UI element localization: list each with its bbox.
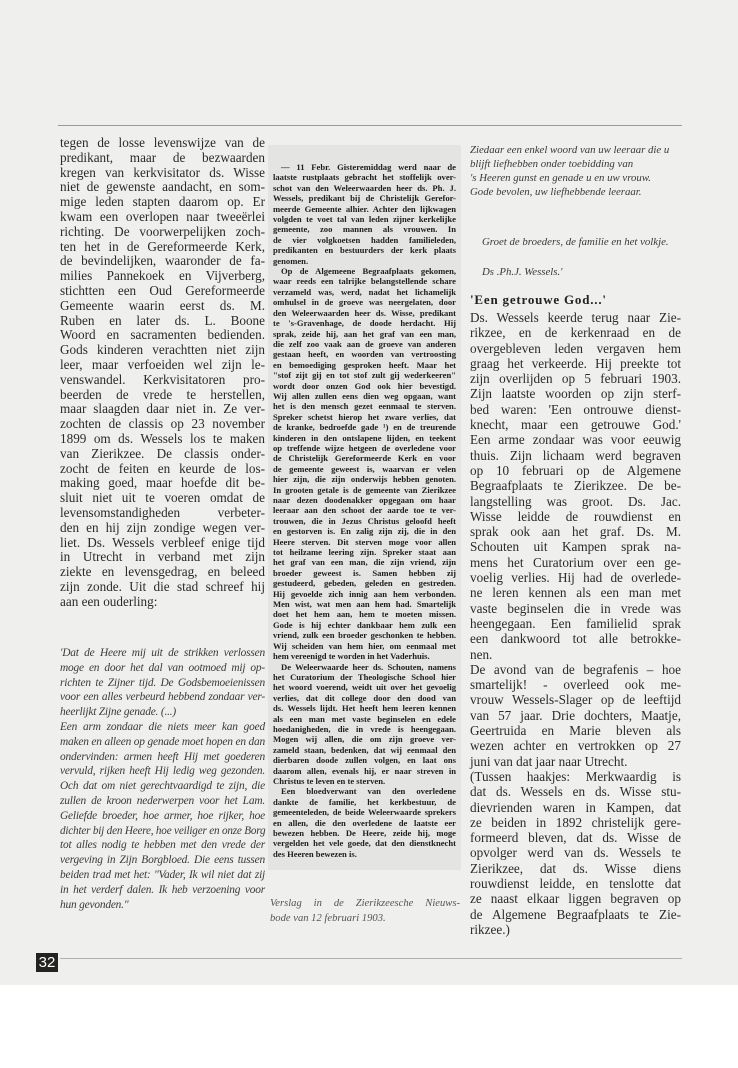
text-line: in het verderf dalen. Ik heb verzoening voor — [60, 883, 265, 896]
text-line: formeerd bleven, dat ds. Wisse de — [470, 830, 681, 846]
text-line: langstelling was groot. Ds. Jac. — [470, 493, 681, 509]
text-line: liet. Ds. Wessels verbleef enige tijd — [60, 534, 265, 550]
text-line: Wij allen zullen eens dien weg opgaan, want — [273, 390, 456, 401]
text-line: dat ds. Wessels en ds. Wisse stu- — [470, 784, 681, 800]
text-line: nen. — [470, 646, 493, 662]
letter-closing — [470, 143, 682, 199]
text-line: de gemeente geweest is, waarvan er velen — [273, 463, 456, 474]
text-line: hoedanigheden, die in vrede is heengegaan. — [273, 723, 456, 734]
text-line: predikanten en bestuurders der kerk plaats — [273, 245, 456, 256]
text-line: moge en door het dal van ootmoed mij op- — [60, 661, 265, 674]
newspaper-clipping — [268, 145, 461, 870]
text-line: heengegaan. Een familielid sprak — [470, 615, 681, 631]
text-line: Geliefde broeder, hoe armer, hoe rijker, hoe — [60, 809, 265, 822]
text-line: mens het Curatorium over een ge- — [470, 554, 681, 570]
text-line: gemeenteleden, de beide Weleerwaarde sprekers — [273, 807, 456, 818]
text-line: ds. Wessels lijdt. Het heeft hem leeren kennen — [273, 703, 456, 714]
text-line: Spreker schetst hierop het zware verlies, dat — [273, 411, 456, 422]
text-line: zullen de kroon nederwerpen voor het Lam. — [60, 794, 265, 807]
text-line: ne leren kennen als een man met — [470, 585, 681, 601]
text-line: rikzee.) — [470, 921, 510, 937]
text-line: gestudeerd, gebeden, geleden en gestreden. — [273, 578, 456, 589]
text-line: de bevindelijken, waaronder de fa- — [60, 253, 265, 269]
column-1-body-text — [60, 136, 265, 610]
text-line: verzameld was, werd, nadat het lichamelijk — [273, 286, 456, 297]
text-line: doet het hem aan, hem te moeten missen. — [273, 609, 456, 620]
text-line: hem vereenigd te worden in het Vaderhuis. — [273, 651, 430, 662]
text-line: hun gevonden." — [60, 898, 129, 911]
text-line: juni van dat jaar naar Utrecht. — [470, 753, 628, 769]
text-line: Gods kinderen verachtten niet zijn — [60, 342, 265, 358]
text-line: Een arm zondaar die niets meer kan goed — [60, 720, 265, 733]
paragraph — [273, 786, 456, 859]
text-line: hier zijn, die zijn onderwijs hebben genoten. — [273, 474, 456, 485]
text-line: trouwen, die in Jezus Christus geloofd heeft — [273, 515, 456, 526]
text-line: thuis. Zijn lichaam werd begraven — [470, 447, 681, 463]
text-line: een dankwoord tot alle betrokke- — [470, 631, 681, 647]
text-line: sprak ook aan het graf. Ds. M. — [470, 524, 681, 540]
text-line: gestaan heeft, en woorden van vertroosting — [273, 349, 456, 360]
text-line: ze beiden in 1892 christelijk gere- — [470, 814, 681, 830]
column-3-body-text — [470, 310, 681, 937]
text-line: Christus te leven en te sterven. — [273, 775, 386, 786]
text-line: Woord en sacramenten bedienden. — [60, 327, 265, 343]
text-line: maken en alleen op genade moet hopen en dan — [60, 735, 265, 748]
caption-line: Verslag in de Zierikzeesche Nieuws- — [270, 898, 460, 909]
text-line: omhulsel in de groeve was neergelaten, door — [273, 297, 456, 308]
text-line: Gemeente waarin eerst ds. M. — [60, 297, 265, 313]
paragraph — [273, 662, 456, 787]
text-line: smartelijk! - overleed ook me- — [470, 677, 681, 693]
paragraph — [60, 720, 265, 912]
text-line: Op de Algemeene Begraafplaats gekomen, — [281, 266, 456, 277]
text-line: voelig verlies. Hij had de overlede- — [470, 570, 681, 586]
text-line: het is den mensch gezet eenmaal te sterven. — [273, 401, 456, 412]
text-line: gemeente, zoo mannen als vrouwen. In — [273, 224, 456, 235]
text-line: Zijn laatste woorden op zijn sterf- — [470, 386, 681, 402]
text-line: dankte de familie, het kerkbestuur, de — [273, 796, 456, 807]
letter-quote — [60, 646, 265, 912]
text-line: Een bloedverwant van den overledene — [281, 786, 456, 797]
text-line: broeder geweest is. Samen hebben zij — [273, 567, 456, 578]
footer-rule-divider — [60, 958, 682, 959]
text-line: Zierikzee, dat ds. Wisse diens — [470, 860, 681, 876]
text-line: opvolger werd van ds. Wessels te — [470, 845, 681, 861]
text-line: schot van den Weleerwaarden heer ds. Ph. J. — [273, 182, 456, 193]
text-line: kinderen in den ontslapene lijden, en teekent — [273, 432, 456, 443]
text-line: predikant, maar de bezwaarden — [60, 149, 265, 165]
text-line: Men wist, wat men aan hem had. Smartelijk — [273, 599, 456, 610]
text-line: rouwdienst leidde, en tenslotte dat — [470, 875, 681, 891]
paragraph — [470, 662, 681, 769]
paragraph — [60, 136, 265, 610]
text-line: den en hij zijn zondige wegen ver- — [60, 519, 265, 535]
text-line: ze naast elkaar liggen begraven op — [470, 891, 681, 907]
text-line: zameld staan, bedenken, dat wij eenmaal den — [273, 744, 456, 755]
page-number: 32 — [36, 953, 58, 972]
text-line: (Tussen haakjes: Merkwaardig is — [470, 768, 681, 784]
text-line: vaste beginselen die in vrede was — [470, 600, 681, 616]
paragraph — [273, 162, 456, 266]
text-line: Gode is hij echter dankbaar hem zulk een — [273, 619, 456, 630]
text-line: De Weleerwaarde heer ds. Schouten, namens — [281, 661, 456, 672]
text-line: ziekte en levensgedrag, en beleed — [60, 564, 265, 580]
text-line: aan een ouderling: — [60, 593, 158, 609]
text-line: Een arme zondaar was voor eeuwig — [470, 432, 681, 448]
text-line: wezen achter en vertrokken op 27 — [470, 738, 681, 754]
text-line: Wij scheiden van hem hier, om eenmaal met — [273, 640, 456, 651]
text-line: 'Dat de Heere mij uit de strikken verlossen — [60, 647, 265, 659]
text-line: dievrienden waren in Kampen, dat — [470, 799, 681, 815]
text-line: Hij gevoelde zich innig aan hem verbonden. — [273, 588, 456, 599]
text-line: van 57 jaar. Drie dochters, Maatje, — [470, 707, 681, 723]
text-line: Wisse leidde de rouwdienst en — [470, 508, 681, 524]
text-line: naar dezen doodenakker opgegaan om haar — [273, 495, 456, 505]
paragraph — [470, 310, 681, 662]
text-line: stichtten een Oud Gereformeerde — [60, 282, 265, 298]
text-line: het woord voerend, weidt uit over het gevoelig — [273, 682, 456, 693]
text-line: De avond van de begrafenis – hoe — [470, 661, 681, 677]
letter-signature: Ds .Ph.J. Wessels.' — [482, 266, 563, 278]
text-line: die zelf zoo vaak aan de groeve van anderen — [273, 338, 456, 349]
text-line: zochten de classis op 23 november — [60, 416, 265, 432]
text-line: vervuld, rijken heeft Hij ledig weg gezonden. — [60, 765, 265, 778]
text-line: mige leden stapten daarom op. Er — [60, 194, 265, 210]
text-line: genomen. — [273, 255, 309, 266]
text-line: dierbaren doode zullen volgen, en laat ons — [273, 755, 456, 766]
text-line: richting. De voorwerpelijken zoch- — [60, 223, 265, 239]
text-line: laatste rustplaats gebracht het stoffelijk over- — [273, 172, 456, 183]
text-line: en bemoediging gesproken heeft. Maar het — [273, 359, 456, 370]
text-line: vergeving in Zijn Borgbloed. Die eens tussen — [60, 854, 265, 867]
text-line: waar reeds een talrijke belangstellende schare — [273, 276, 456, 287]
text-line: milies Pannekoek en Vijverberg, — [60, 268, 265, 284]
top-rule-divider — [58, 125, 682, 126]
text-line: op 10 februari op de Algemene — [470, 462, 681, 478]
text-line: de Christelijk Gereformeerde Kerk en voor — [273, 453, 456, 464]
text-line: levensomstandigheden verbeter- — [60, 504, 265, 520]
text-line: zijn zonde. Uit die stad schreef hij — [60, 578, 265, 594]
text-line: volgden te voet tal van leden zijner kerkelijke — [273, 214, 456, 225]
text-line: wordt door onzen God ook hier bevestigd. — [273, 380, 456, 391]
text-line: ondervinden: armen heeft Hij met goederen — [60, 750, 265, 763]
text-line: In grooten getale is de gemeente van Zierikzee — [273, 484, 456, 495]
text-line: sprak, zeide hij, aan het graf van een man, — [273, 328, 456, 339]
text-line: en allen, die den overledene de laatste eer — [273, 817, 456, 828]
text-line: leeraar aan den schoot der aarde toe te ver- — [273, 505, 456, 516]
text-line: Begraafplaats te Zierikzee. De be- — [470, 478, 681, 494]
text-line: in Utrecht in verband met zijn — [60, 549, 265, 565]
text-line: de kranke, bedroefde gade ¹) en de treurende — [273, 422, 456, 433]
text-line: het Curatorium der Theologische School hier — [273, 671, 456, 682]
text-line: dichter bij den Heere, hoe veiliger en onze Borg — [60, 824, 266, 837]
paragraph — [273, 266, 456, 661]
text-line: Och dat om niet gerechtvaardigd te zijn, die — [60, 780, 265, 793]
letter-line: Gode bevolen, uw liefhebbende leeraar. — [470, 186, 642, 198]
paragraph — [60, 646, 265, 720]
letter-line: Ziedaar een enkel woord van uw leeraar die u — [470, 144, 670, 156]
text-line: tot alles nodig te hebben met den vrede der — [60, 839, 265, 852]
text-line: kwam een overlopen naar tweeërlei — [60, 208, 265, 224]
text-line: 1899 om ds. Wessels los te maken — [60, 430, 265, 446]
text-line: "stof zijt gij en tot stof zult gij wederkeeren" — [273, 370, 456, 381]
text-line: tot heilzame leering zijn. Spreker staat aan — [273, 547, 456, 558]
text-line: voor een alles verbeurd hebbend zondaar ver- — [60, 691, 265, 704]
text-line: op treffende wijze hetgeen de overledene voor — [273, 442, 456, 453]
text-line: heerlijkt Zijne genade. (...) — [60, 706, 176, 719]
text-line: te 's-Gravenhage, de doode herdacht. Hij — [273, 318, 456, 329]
text-line: overgebleven leden vergaven hem — [470, 340, 681, 356]
text-line: Ruben en later ds. L. Boone — [60, 312, 265, 328]
text-line: rikzee, en de kerkenraad en de — [470, 325, 681, 341]
section-heading: 'Een getrouwe God...' — [470, 292, 607, 307]
text-line: meerde Gemeente alhier. Achter den lijkwagen — [273, 203, 456, 214]
text-line: richten te Zijner tijd. De Godsbemoeienissen — [60, 676, 265, 689]
text-line: vrouw Wessels-Slager op de leeftijd — [470, 692, 681, 708]
text-line: het graf van een man, die zijn vriend, zijn — [273, 557, 456, 568]
text-line: de vier volgkoetsen hadden familieleden, — [273, 234, 456, 245]
text-line: en gestorven is. En zalig zijn zij, die in den — [273, 526, 456, 537]
text-line: beiden trad met het: "Vader, Ik wil niet dat zij — [60, 868, 265, 881]
text-line: de Algemene Begraafplaats te Zie- — [470, 906, 681, 922]
text-line: des Heeren bewezen is. — [273, 848, 357, 859]
text-line: beerden de vrede te herstellen, — [60, 386, 265, 402]
text-line: Geertruida en Marie bleven als — [470, 723, 681, 739]
text-line: tegen de losse levenswijze van de — [60, 135, 265, 150]
letter-greeting: Groet de broeders, de familie en het volkje. — [482, 236, 669, 248]
text-line: venswandel. Kerkvisitatoren pro- — [60, 371, 265, 387]
text-line: vriend, zulk een broeder geschonken te hebben. — [273, 630, 456, 641]
text-line: zijn overlijden op 5 februari 1903. — [470, 371, 681, 387]
text-line: Ds. Wessels keerde terug naar Zie- — [470, 310, 681, 325]
text-line: bed waren: 'Een ontrouwe dienst- — [470, 401, 681, 417]
text-line: Wessels, predikant bij de Christelijk Gerefor- — [273, 193, 456, 204]
caption-line: bode van 12 februari 1903. — [270, 913, 386, 924]
text-line: daarom allen, evenals hij, er naar streven in — [273, 765, 456, 776]
text-line: bewezen hebben. De Heere, zeide hij, moge — [273, 828, 456, 838]
text-line: van Zierikzee. De classis onder- — [60, 445, 265, 461]
text-line: den Weleerwaarden heer ds. Wisse, predikant — [273, 307, 456, 318]
text-line: graag het verkeerde. Hij preekte tot — [470, 355, 681, 371]
text-line: kregen van kerkvisitator ds. Wisse — [60, 164, 265, 180]
text-line: — 11 Febr. Gisteremiddag werd naar de — [281, 162, 456, 172]
text-line: leer, maar verfoeiden wel zijn le- — [60, 356, 265, 372]
text-line: Schouten uit Kampen sprak na- — [470, 539, 681, 555]
paragraph — [470, 769, 681, 937]
text-line: verlies, dat dit college door den dood van — [273, 692, 456, 703]
letter-line: blijft liefhebben onder toebidding van — [470, 158, 634, 170]
letter-line: 's Heeren gunst en genade u en uw vrouw. — [470, 172, 651, 184]
text-line: Heere sterven. Dit sterven moge voor allen — [273, 536, 456, 547]
text-line: Mogen wij allen, die om zijn groeve ver- — [273, 734, 456, 745]
text-line: maar slaagden daar niet in. Ze ver- — [60, 401, 265, 417]
text-line: vergelden het vele goede, dat den dienstknecht — [273, 838, 456, 849]
text-line: making goed, maar hoefde dit be- — [60, 475, 265, 491]
text-line: als een man met vaste beginselen en edele — [273, 713, 456, 724]
text-line: knecht, maar een getrouwe God.' — [470, 417, 681, 433]
text-line: ten het in de Gereformeerde Kerk, — [60, 238, 265, 254]
text-line: niet de gewenste aandacht, en som- — [60, 179, 265, 195]
text-line: sluit niet uit te voeren omdat de — [60, 490, 265, 506]
clipping-caption — [270, 896, 460, 926]
text-line: zocht de feiten en keurde de los- — [60, 460, 265, 476]
clipping-text — [273, 162, 456, 859]
